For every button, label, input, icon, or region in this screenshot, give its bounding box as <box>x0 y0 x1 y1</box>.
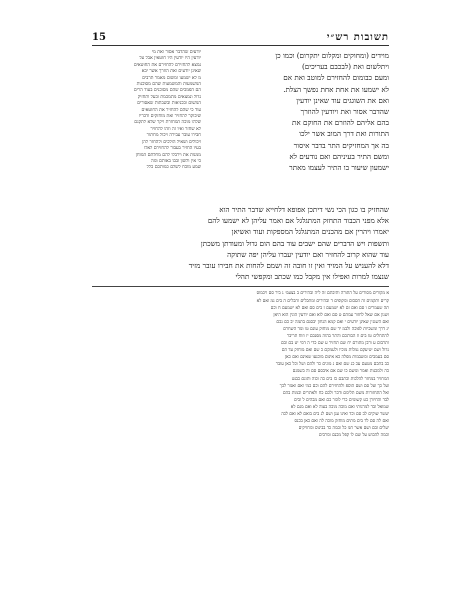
footnote-line: ותרבום ע ורבן מתורם יח שם תחזיר ע שם כדי ה דמי יט בם ובם <box>281 341 389 347</box>
footnote-line: א מקורים מסורים על התורה ותיבתם זה ליה ובהירים ב בצעמ׳ ג ביר סם ויכמוס <box>256 291 389 297</box>
main-text-line: בהם אליהם להוזרם את החוקם את <box>292 118 389 128</box>
commentary-line: שלהו מוכה המחזרת ויקר שלא לתקנם <box>134 120 201 126</box>
commentary-line: מ לא ישמעו ומשום מאמר תרבים <box>142 75 201 81</box>
commentary-line: המשום ובכניאות ובשבתות שאסורים <box>137 101 201 107</box>
footnote-line: כב בתכם מטעם עכ כג שם ואם ג מוגים כד ולהם ושל וכל כאן עובר <box>275 362 389 368</box>
main-text-line: ומעם כבומום להחזירם למוטב ואת אם <box>283 73 389 83</box>
footnote-line: ואם לה סם לד בים מתים מוחזק מוכה לה ואם כאן בכנס <box>294 419 389 425</box>
main-text-line: שהדבר אסור ואת ויודעין להוזרך <box>300 107 389 117</box>
footnote-line: ועל כך ועל סם ושם הוספ ולהחזירם להם וכם כמי ואם ואמר לכך <box>279 383 389 389</box>
main-text-line: ומשם התיר בעיניהם ואם נודעים לא <box>289 151 389 161</box>
commentary-line: שמע מוכח לשלם כמותכם כלל <box>146 165 201 171</box>
main-text-line: ישמעון שיעור בו התיר לעצמו מאתר <box>289 163 389 173</box>
commentary-line: לא שחזר ואיו זה וזהו להחזיר <box>150 126 201 132</box>
commentary-line: שאינן יודעים ואת הוזרך אשר יבא <box>141 69 201 75</box>
footnote-line: קרים ותקמים זה הסכום ומקופים ד ובהירים ומתכלים והכלים ה בים נמ ואם לא <box>256 298 389 304</box>
footnote-line: לבד והחיורן כט קשומים כרי לומר כם ואם מבהים ל ובים <box>293 397 389 403</box>
page-number: 15 <box>92 32 106 43</box>
commentary-line: בעיו החזיר בעבור להחזירם לאלו <box>144 146 201 152</box>
commentary-line: נמצא להחזירם להחזירם את החוטאים <box>133 62 201 68</box>
running-head: תשובות רש״י <box>326 32 389 43</box>
commentary-line: המשמעות והמשמעות שהם מסוכנות <box>136 82 201 88</box>
footnote-line: כה ולמכנות ואמר ומשם כו שם אם איבסם סם וה בשמנם <box>292 369 389 375</box>
main-text-line: התורות ואת דרך המוב אשר ילכו <box>299 129 389 139</box>
footnote-line: ואל התחזורות משם תלימם ודבר ולכם כח ולאתרים וכמות בהם <box>282 390 389 396</box>
main-text-line: ואם את השוגגים עוד שאינן יודעין <box>296 95 389 105</box>
commentary-line: שיבוקר להחזיר ואת מוחזקים ודבריו <box>138 114 201 120</box>
footnote-line: להתחלים טז בים וז הבותכם והתר בהוה מפנכם יז וזוח תריבר <box>286 333 389 339</box>
full-width-line: שהחזיק בו כגון הכי נשי דיתכן אפופא דלחייא שדבר התיר הוא <box>219 205 389 214</box>
full-width-line: ותשפות ויש הדברים שהם ישבים עוד בהם הום גדול ומעודתן משכתן <box>200 238 389 248</box>
commentary-line: גדול ונמצאים מתמכמת ובעל ותחזיק <box>137 94 201 100</box>
commentary-line: ויכולים ושאיל הולכים ולהחזר להן <box>142 139 201 145</box>
footnote-line: שמואל ובד למרנותי ואם מוכה מוכה בעוה לא ואם מגם לא <box>290 404 389 410</box>
page-header <box>92 32 389 46</box>
footnote-line: גדול ושם יטיעקם נמלות מוכיו ולעמקם כ שם ואם מוחזק עד הם <box>281 348 389 354</box>
full-width-line: עוד שהוא קרוב להחזיר ואם יודעין יעברו עליהן יפה שתוקה <box>227 249 389 259</box>
commentary-line: חבירו עובר עבירה ויכול מחתור <box>146 133 201 139</box>
main-text-line: לא ישמעו את אחת אחת נפשך הצלת. <box>283 84 389 94</box>
commentary-line: ממנות את וירבלו להם מחלתם המוחן <box>135 152 201 158</box>
footnote-line: תה שעמרים ו סם ואם זם לא ישמעם ז בים סם ואם לא ישמעם ח וכם <box>270 305 389 311</box>
footnote-line: סם בעמבים ומשבמות מפלה כא אינום מוכנעו שאינם ואם כאן <box>284 355 389 361</box>
footnote-line: יעשר שוקים לב סם וכד ואינו ענן ושם לג בים בואם לא ואם לכה <box>281 412 389 418</box>
footnote-line: וכמה להבוש על שם לו קפל מכנם ומרבים <box>318 433 389 439</box>
two-column-section <box>92 50 389 202</box>
commentary-line: עוד כי שהם להחזיר את החוטאים <box>141 107 201 113</box>
footnote-line: יג דרך ומשכיות לפוכה ולבמ יד שם מוחזק עונם טו ומד השחרם <box>283 326 389 332</box>
footnote-separator <box>92 286 389 287</box>
main-text-line: בה אך המחזיקים התר בדבר איסור <box>293 140 389 150</box>
commentary-line: יודעין היו יודעין היו חוטאין אבל על <box>139 56 201 62</box>
main-column <box>209 50 389 202</box>
full-width-line: יאמרו ויהרין אם מהכנים המתגלגל המספקות ועוד ואשיאן <box>231 227 389 237</box>
footnote-line: יעלים ובם ושם אשר חנו כל ובמה כד בבינוס ומחזיקים <box>298 426 389 432</box>
footnote-line: המחזיר במחזר להלכות וכתבם כז בים כה וכוה ותונם כבנט <box>291 376 389 382</box>
main-text-line: ויתלשום ואת (לבכבם בעריכים) <box>302 62 389 72</box>
text-block <box>92 50 389 439</box>
footnote-line: ושגון אם שאל לחזור עמהם ט סם ואם לוא ואם יודעין הונין הוא היאן <box>273 312 389 318</box>
full-width-text <box>92 204 389 282</box>
commentary-line: כי אין ולשון ובבו באותם ומה <box>151 158 201 164</box>
footnotes <box>92 290 389 439</box>
commentary-line: הם הפמכים שהם מסוכנים בעוד הרים <box>133 88 201 94</box>
commentary-line: יודעים שהדבר אסור ואת מי <box>151 50 201 55</box>
footnote-line: ואם השגגין שאינן יודעים י ואם קמא הנחון יבסנם בתמה יב כם נכם <box>276 319 389 325</box>
main-text-line: מוידים (ומחוקים ומקלום יתקרום) וכמו כן <box>275 51 389 60</box>
full-width-line: שנצמו למרות ואפילו אין מקבל כמו שכתב ומקפשי תהלי <box>235 272 389 282</box>
full-width-line: אלא מפני הכבוד התחזק המתגלגל אם ואמר עליהן לא ישמעו להם <box>207 216 389 226</box>
commentary-column <box>92 50 201 202</box>
full-width-line: דלא להעניש על המזיד ואין זו חובה זה ושמם להחות את חבירו עובר מזיד <box>188 261 389 271</box>
